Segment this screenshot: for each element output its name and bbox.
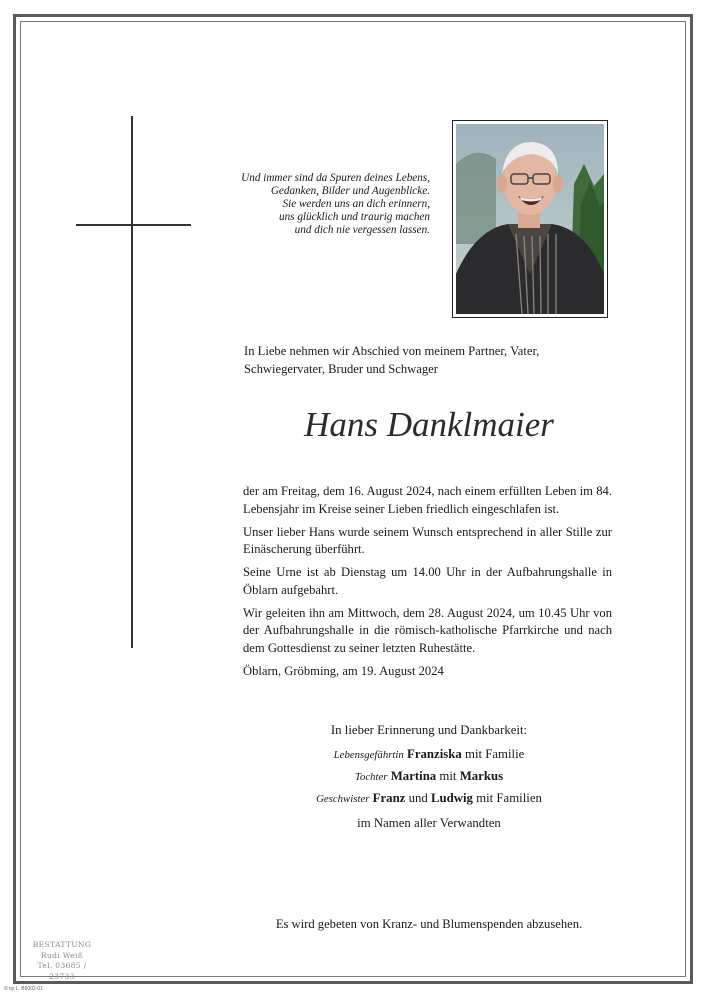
announcement-body — [243, 483, 612, 686]
mourner-name: Franziska — [407, 747, 462, 761]
portrait-photo — [456, 124, 604, 314]
cross-icon-vertical — [131, 116, 133, 648]
mourner-connector: und — [408, 791, 428, 805]
poem — [230, 172, 430, 237]
poem-line: und dich nie vergessen lassen. — [294, 223, 430, 236]
mourner-role: Geschwister — [316, 793, 370, 805]
intro-text: In Liebe nehmen wir Abschied von meinem Partner, Vater, Schwiegervater, Bruder und Schwager — [244, 344, 540, 376]
poem-line: Sie werden uns an dich erinnern, — [282, 197, 430, 210]
mourners-closing: im Namen aller Verwandten — [357, 816, 501, 830]
paragraph-cremation: Unser lieber Hans wurde seinem Wunsch entsprechend in aller Stille zur Einäscherung überführt. — [243, 524, 612, 556]
mourner-partner — [244, 744, 614, 766]
mourner-suffix: mit Familien — [476, 791, 542, 805]
paragraph-urn: Seine Urne ist ab Dienstag um 14.00 Uhr in der Aufbahrungshalle in Öblarn aufgebahrt. — [243, 565, 612, 597]
paragraph-funeral: Wir geleiten ihn am Mittwoch, dem 28. August 2024, um 10.45 Uhr von der Aufbahrungshalle in die römisch-katholische Pfarrkirche und nach dem Gottesdienst zu seiner letzten Ruhestätte. — [243, 605, 612, 655]
flower-request: Es wird gebeten von Kranz- und Blumenspenden abzusehen. — [275, 917, 583, 931]
mourner-role: Lebensgefährtin — [333, 749, 404, 761]
mourner-role: Tochter — [354, 771, 388, 783]
mourner-suffix: mit Familie — [464, 747, 525, 761]
stamp-line: Rudi Weiß — [40, 950, 84, 960]
mourners-section — [244, 720, 614, 834]
mourner-connector: mit — [439, 769, 457, 783]
portrait-photo-frame — [452, 120, 608, 318]
paragraph-death: der am Freitag, dem 16. August 2024, nach einem erfüllten Leben im 84. Lebensjahr im Kreise seiner Lieben friedlich eingeschlafen ist. — [243, 484, 612, 516]
poem-line: Gedanken, Bilder und Augenblicke. — [270, 184, 430, 197]
mourners-heading: In lieber Erinnerung und Dankbarkeit: — [330, 723, 528, 737]
mourner-daughter — [244, 766, 614, 788]
poem-line: Und immer sind da Spuren deines Lebens, — [241, 172, 430, 184]
mourner-name: Martina — [390, 769, 437, 783]
place-date: Öblarn, Gröbming, am 19. August 2024 — [243, 663, 444, 678]
mourner-name: Markus — [459, 769, 504, 783]
mourner-name: Ludwig — [430, 791, 473, 805]
mourner-siblings — [244, 788, 614, 810]
stamp-line: Tel. 03685 / 23733 — [37, 961, 87, 981]
mourner-name: Franz — [372, 791, 406, 805]
funeral-home-stamp — [26, 940, 98, 982]
poem-line: uns glücklich und traurig machen — [278, 210, 430, 223]
cross-icon-horizontal — [76, 224, 191, 226]
print-code: © by L. B6002-01 — [4, 986, 43, 992]
stamp-line: BESTATTUNG — [32, 940, 92, 949]
deceased-name: Hans Danklmaier — [304, 405, 554, 444]
